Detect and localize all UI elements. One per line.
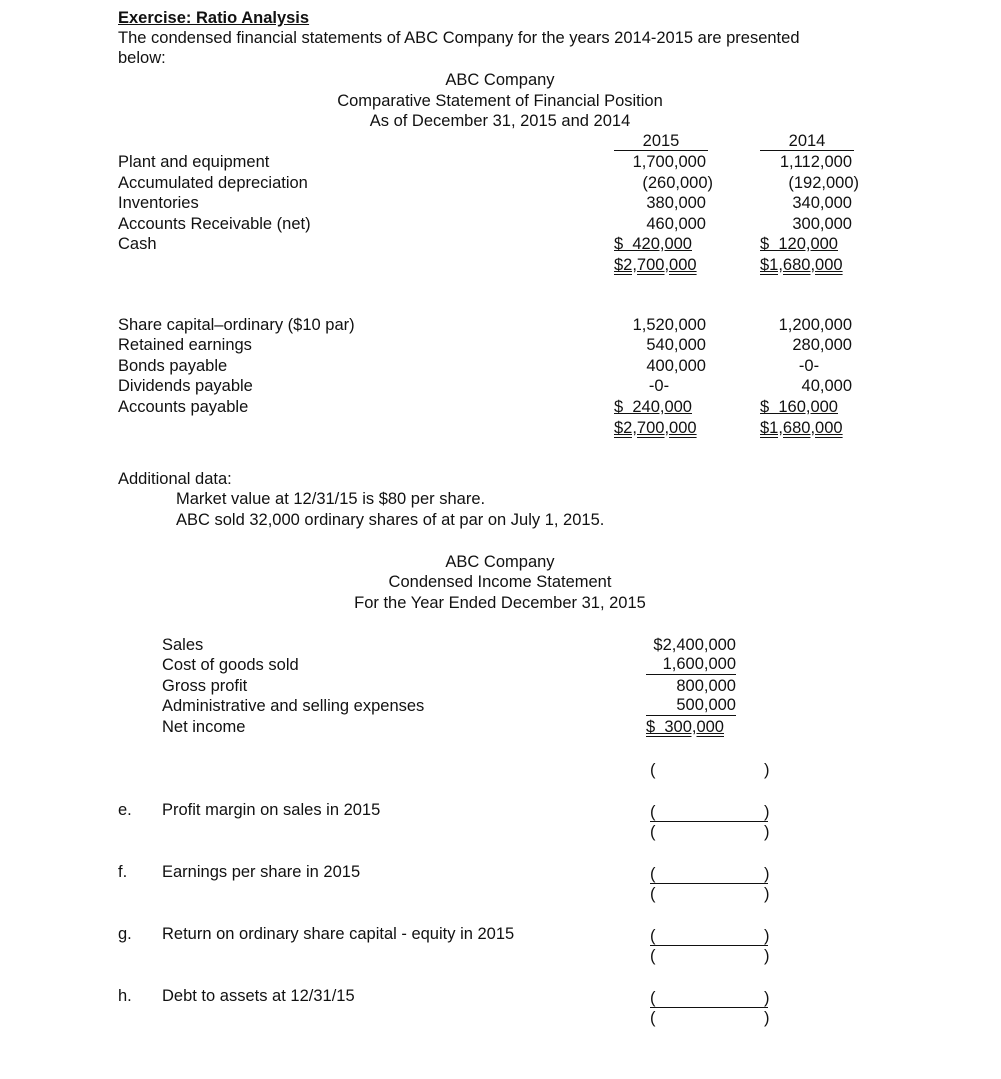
equity-label: Accounts payable (118, 398, 249, 416)
assets-total-2014: $1,680,000 (760, 256, 843, 274)
exercise-title: Exercise: Ratio Analysis (118, 9, 310, 27)
equity-value-2014: $ 160,000 (760, 398, 838, 416)
bs-statement-title: Comparative Statement of Financial Position (337, 92, 663, 110)
asset-value-2015: 460,000 (646, 215, 706, 233)
answer-paren-close: ) (764, 947, 770, 965)
answer-paren-close: ) (764, 761, 770, 779)
intro-line-2: below: (118, 49, 166, 67)
answer-paren-open: ( (650, 803, 656, 821)
asset-label: Accounts Receivable (net) (118, 215, 311, 233)
answer-paren-open: ( (650, 885, 656, 903)
equity-value-2015: $ 240,000 (614, 398, 692, 416)
answer-blank-line[interactable] (650, 1007, 768, 1008)
answer-paren-open: ( (650, 865, 656, 883)
income-value: $ 300,000 (646, 718, 724, 736)
asset-label: Plant and equipment (118, 153, 270, 171)
asset-value-2014: (192,000) (788, 174, 859, 192)
answer-paren-open: ( (650, 927, 656, 945)
income-value: 800,000 (676, 677, 736, 695)
question-letter: h. (118, 987, 132, 1005)
answer-paren-open: ( (650, 1009, 656, 1027)
assets-total-2015: $2,700,000 (614, 256, 697, 274)
income-value: $2,400,000 (653, 636, 736, 654)
intro-line-1: The condensed financial statements of ABC Company for the years 2014-2015 are presented (118, 29, 800, 47)
income-label: Gross profit (162, 677, 248, 695)
equity-label: Dividends payable (118, 377, 253, 395)
is-statement-title: Condensed Income Statement (388, 573, 612, 591)
asset-value-2014: 340,000 (792, 194, 852, 212)
equity-value-2014: 1,200,000 (778, 316, 852, 334)
is-period-line: For the Year Ended December 31, 2015 (354, 594, 646, 612)
income-value: 500,000 (646, 696, 736, 716)
equity-total-2014: $1,680,000 (760, 419, 843, 437)
income-label: Sales (162, 636, 204, 654)
bs-company-name: ABC Company (445, 71, 555, 89)
asset-value-2015: $ 420,000 (614, 235, 692, 253)
answer-paren-close: ) (764, 885, 770, 903)
equity-total-2015: $2,700,000 (614, 419, 697, 437)
asset-label: Inventories (118, 194, 199, 212)
income-label: Cost of goods sold (162, 656, 299, 674)
answer-paren-close: ) (764, 865, 770, 883)
answer-paren-open: ( (650, 989, 656, 1007)
question-letter: e. (118, 801, 132, 819)
equity-value-2015: -0- (648, 377, 670, 395)
additional-data-label: Additional data: (118, 470, 232, 488)
bs-date-line: As of December 31, 2015 and 2014 (369, 112, 631, 130)
asset-value-2014: $ 120,000 (760, 235, 838, 253)
equity-value-2014: 40,000 (801, 377, 852, 395)
col-header-2014: 2014 (760, 132, 854, 151)
asset-value-2014: 1,112,000 (779, 153, 852, 171)
is-company-name: ABC Company (445, 553, 555, 571)
asset-label: Accumulated depreciation (118, 174, 308, 192)
income-label: Net income (162, 718, 246, 736)
question-text: Profit margin on sales in 2015 (162, 801, 381, 819)
answer-paren-open: ( (650, 823, 656, 841)
answer-paren-close: ) (764, 803, 770, 821)
answer-blank-line[interactable] (650, 821, 768, 822)
asset-value-2015: (260,000) (642, 174, 713, 192)
equity-value-2015: 400,000 (646, 357, 706, 375)
equity-value-2015: 540,000 (646, 336, 706, 354)
additional-data-line: Market value at 12/31/15 is $80 per share. (176, 490, 486, 508)
asset-label: Cash (118, 235, 157, 253)
asset-value-2015: 1,700,000 (632, 153, 706, 171)
answer-paren-open: ( (650, 761, 656, 779)
income-value: 1,600,000 (646, 655, 736, 675)
income-label: Administrative and selling expenses (162, 697, 425, 715)
equity-value-2015: 1,520,000 (632, 316, 706, 334)
equity-label: Retained earnings (118, 336, 252, 354)
equity-value-2014: 280,000 (792, 336, 852, 354)
question-text: Debt to assets at 12/31/15 (162, 987, 355, 1005)
asset-value-2014: 300,000 (792, 215, 852, 233)
equity-label: Bonds payable (118, 357, 228, 375)
question-text: Return on ordinary share capital - equity in 2015 (162, 925, 515, 943)
answer-blank-line[interactable] (650, 883, 768, 884)
equity-label: Share capital–ordinary ($10 par) (118, 316, 355, 334)
col-header-2015: 2015 (614, 132, 708, 151)
asset-value-2015: 380,000 (646, 194, 706, 212)
question-letter: f. (118, 863, 128, 881)
answer-paren-close: ) (764, 927, 770, 945)
answer-blank-line[interactable] (650, 945, 768, 946)
question-letter: g. (118, 925, 132, 943)
equity-value-2014: -0- (798, 357, 820, 375)
answer-paren-close: ) (764, 823, 770, 841)
answer-paren-open: ( (650, 947, 656, 965)
answer-paren-close: ) (764, 989, 770, 1007)
additional-data-line: ABC sold 32,000 ordinary shares of at par on July 1, 2015. (176, 511, 605, 529)
question-text: Earnings per share in 2015 (162, 863, 361, 881)
answer-paren-close: ) (764, 1009, 770, 1027)
